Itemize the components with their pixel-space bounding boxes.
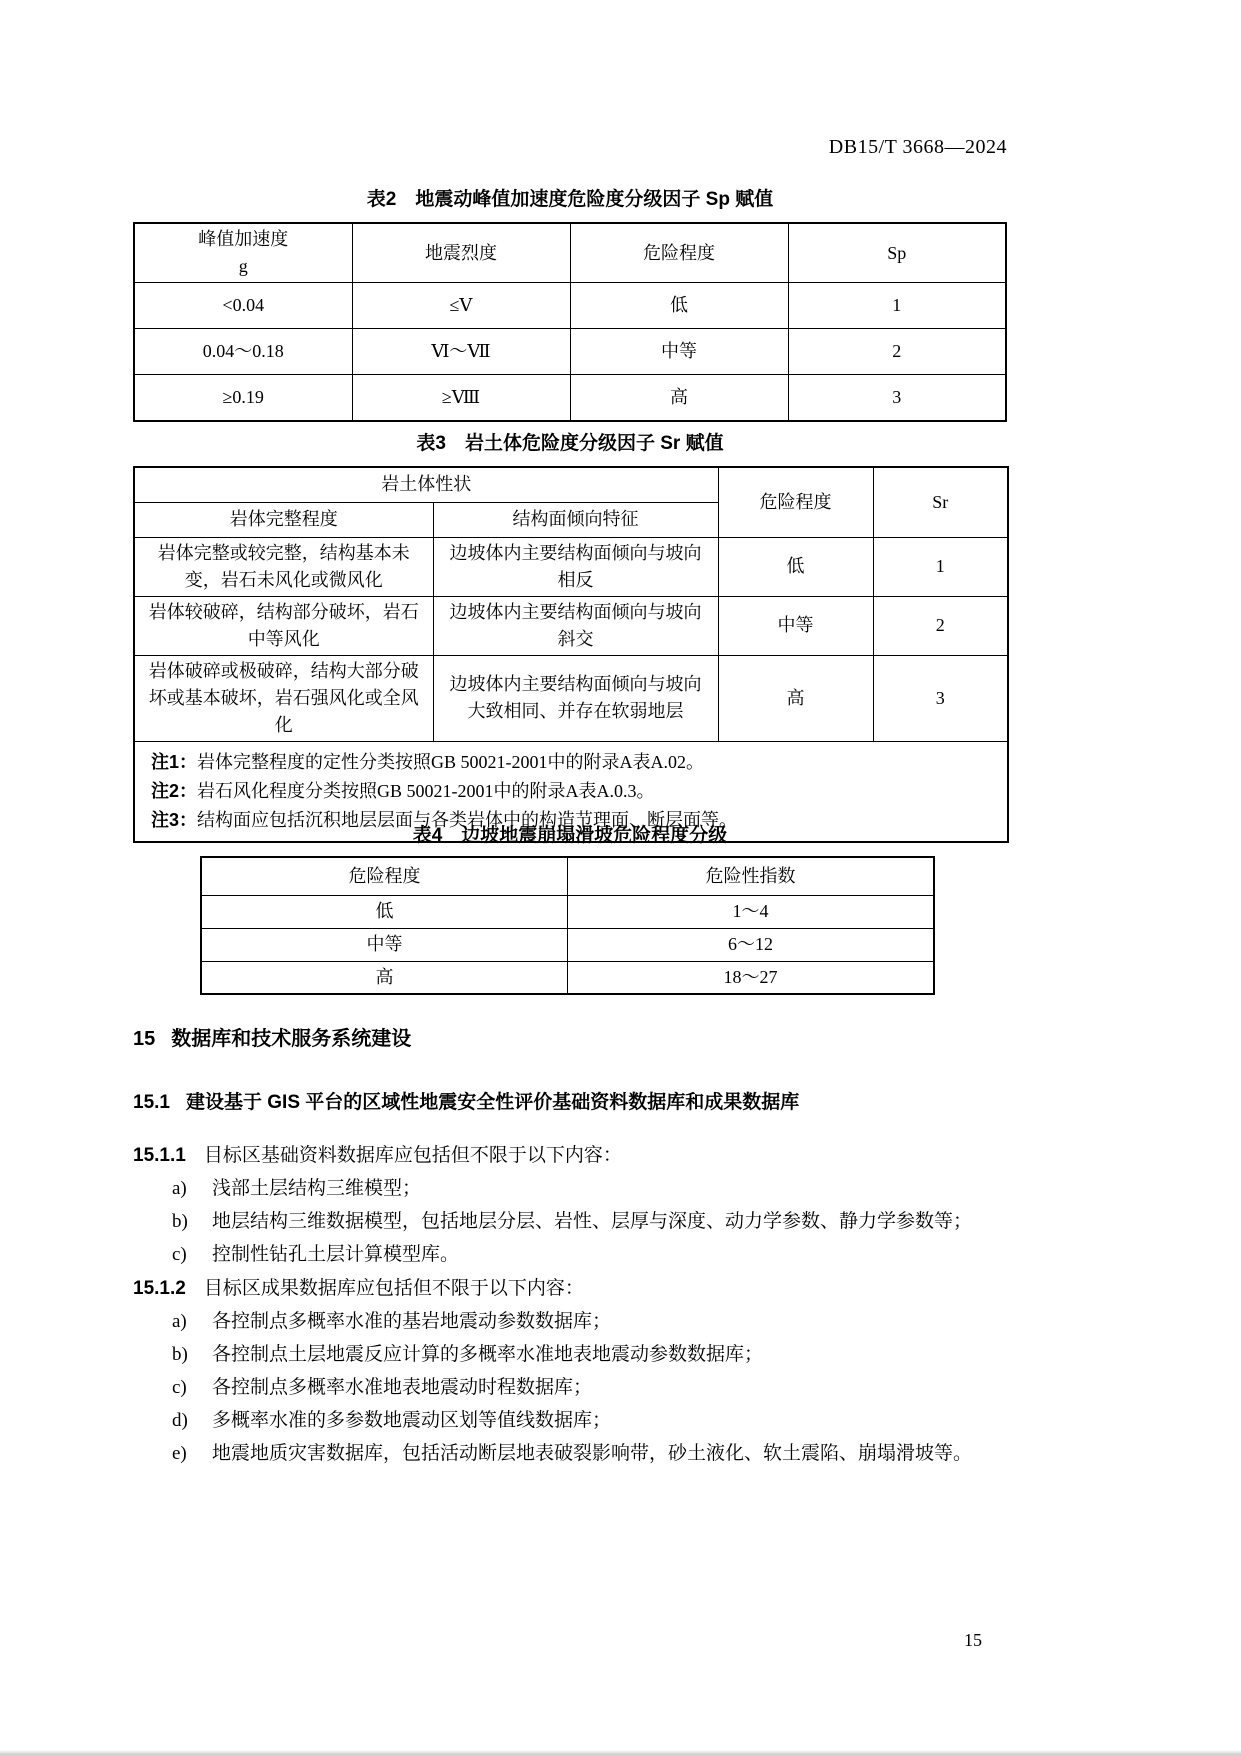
section-15-1-heading (133, 1087, 1007, 1114)
list-item-label: a) (172, 1178, 187, 1199)
table-cell: 1～4 (568, 895, 935, 928)
clause-15-1-1 (133, 1140, 1007, 1172)
table-cell: 中等 (718, 596, 873, 655)
table3-header-danger: 危险程度 (718, 467, 873, 537)
table-row (134, 375, 1006, 421)
table-cell: 1 (788, 283, 1006, 329)
note-text: 结构面应包括沉积地层层面与各类岩体中的构造节理面、断层面等。 (197, 809, 738, 830)
table3-header-sr: Sr (873, 467, 1008, 537)
table3-note-2 (151, 777, 991, 806)
list-item-label: c) (172, 1244, 187, 1265)
table-cell: 高 (718, 655, 873, 741)
table4 (200, 856, 935, 995)
list-item-label: d) (172, 1410, 188, 1431)
table-cell: <0.04 (134, 283, 352, 329)
page-edge-shadow (0, 1750, 1241, 1755)
table-cell: 3 (788, 375, 1006, 421)
list-item (133, 1371, 1007, 1404)
note-label: 注1： (151, 751, 198, 772)
table-row (134, 329, 1006, 375)
list-item (133, 1305, 1007, 1338)
table3-header-rockmass: 岩土体性状 (134, 467, 718, 502)
table-row (134, 596, 1008, 655)
section-number: 15 (133, 1028, 156, 1050)
table3-note-1 (151, 748, 991, 777)
section-title: 建设基于 GIS 平台的区域性地震安全性评价基础资料数据库和成果数据库 (185, 1092, 800, 1113)
table-cell: 3 (873, 655, 1008, 741)
table2-header-sp: Sp (788, 223, 1006, 283)
table-cell: 2 (873, 596, 1008, 655)
table-cell: ≤Ⅴ (352, 283, 570, 329)
note-label: 注3： (151, 809, 198, 830)
table-cell: 岩体完整或较完整，结构基本未变，岩石未风化或微风化 (134, 537, 433, 596)
list-item-label: b) (172, 1211, 188, 1232)
list-item (133, 1172, 1007, 1205)
list-item (133, 1205, 1007, 1238)
table2-header-row (134, 223, 1006, 283)
list-item-text: 多概率水准的多参数地震动区划等值线数据库； (212, 1410, 612, 1431)
table3-caption: 表3 岩土体危险度分级因子 Sr 赋值 (416, 433, 724, 454)
table-cell: 边坡体内主要结构面倾向与坡向相反 (433, 537, 718, 596)
clause-text: 目标区基础资料数据库应包括但不限于以下内容： (203, 1145, 622, 1166)
table-cell: 边坡体内主要结构面倾向与坡向斜交 (433, 596, 718, 655)
table-cell: 0.04～0.18 (134, 329, 352, 375)
list-item-label: c) (172, 1377, 187, 1398)
table-row (201, 928, 934, 961)
table-row (201, 895, 934, 928)
table2-header-peak-line1: 峰值加速度 (198, 229, 289, 249)
table-cell: 低 (570, 283, 788, 329)
table-cell: 18～27 (568, 961, 935, 994)
list-item-text: 控制性钻孔土层计算模型库。 (212, 1244, 460, 1265)
note-text: 岩石风化程度分类按照GB 50021-2001中的附录A表A.0.3。 (197, 780, 655, 801)
table-cell: 6～12 (568, 928, 935, 961)
list-item-label: a) (172, 1311, 187, 1332)
table2-header-danger: 危险程度 (570, 223, 788, 283)
clause-number: 15.1.2 (133, 1278, 186, 1299)
section-15-heading (133, 1022, 1007, 1051)
doc-number: DB15/T 3668—2024 (828, 136, 1007, 158)
list-item-text: 各控制点土层地震反应计算的多概率水准地表地震动参数数据库； (212, 1344, 764, 1365)
table-row (201, 961, 934, 994)
list-item-label: e) (172, 1443, 187, 1464)
table-cell: 中等 (570, 329, 788, 375)
section-15 (133, 1022, 1007, 1470)
table4-header-danger: 危险程度 (201, 857, 568, 895)
clause-number: 15.1.1 (133, 1145, 186, 1166)
table-row (134, 537, 1008, 596)
table-cell: 低 (718, 537, 873, 596)
table-cell: 中等 (201, 928, 568, 961)
section-title: 数据库和技术服务系统建设 (171, 1028, 412, 1050)
table3-header-orientation: 结构面倾向特征 (433, 502, 718, 537)
table4-header-row (201, 857, 934, 895)
list-item-label: b) (172, 1344, 188, 1365)
list-item (133, 1437, 1007, 1470)
table-cell: ≥Ⅷ (352, 375, 570, 421)
table3-header-row-1 (134, 467, 1008, 502)
list-item-text: 地震地质灾害数据库，包括活动断层地表破裂影响带，砂土液化、软土震陷、崩塌滑坡等。 (212, 1443, 973, 1464)
table2-header-peak-acceleration (134, 223, 352, 283)
section-number: 15.1 (133, 1092, 170, 1113)
table-row (134, 283, 1006, 329)
list-item-text: 各控制点多概率水准的基岩地震动参数数据库； (212, 1311, 612, 1332)
table3 (133, 466, 1009, 843)
table2 (133, 222, 1007, 422)
table-cell: 高 (201, 961, 568, 994)
note-label: 注2： (151, 780, 198, 801)
table-row (134, 655, 1008, 741)
table-cell: 岩体破碎或极破碎，结构大部分破坏或基本破坏，岩石强风化或全风化 (134, 655, 433, 741)
table4-caption: 表4 边坡地震崩塌滑坡危险程度分级 (412, 825, 728, 846)
clause-text: 目标区成果数据库应包括但不限于以下内容： (203, 1278, 584, 1299)
list-item-text: 各控制点多概率水准地表地震动时程数据库； (212, 1377, 593, 1398)
table-cell: 岩体较破碎，结构部分破坏，岩石中等风化 (134, 596, 433, 655)
table3-header-integrity: 岩体完整程度 (134, 502, 433, 537)
table-cell: 2 (788, 329, 1006, 375)
list-item (133, 1404, 1007, 1437)
list-item-text: 浅部土层结构三维模型； (212, 1178, 422, 1199)
table-cell: 低 (201, 895, 568, 928)
table-cell: 1 (873, 537, 1008, 596)
table-cell: 高 (570, 375, 788, 421)
table-cell: ≥0.19 (134, 375, 352, 421)
note-text: 岩体完整程度的定性分类按照GB 50021-2001中的附录A表A.02。 (197, 751, 705, 772)
table2-header-intensity: 地震烈度 (352, 223, 570, 283)
list-item (133, 1238, 1007, 1271)
clause-15-1-2 (133, 1273, 1007, 1305)
list-item-text: 地层结构三维数据模型，包括地层分层、岩性、层厚与深度、动力学参数、静力学参数等； (212, 1211, 973, 1232)
table-cell: Ⅵ～Ⅶ (352, 329, 570, 375)
table4-header-index: 危险性指数 (568, 857, 935, 895)
table2-caption: 表2 地震动峰值加速度危险度分级因子 Sp 赋值 (366, 189, 774, 210)
table2-header-peak-line2: g (238, 256, 248, 276)
table-cell: 边坡体内主要结构面倾向与坡向大致相同、并存在软弱地层 (433, 655, 718, 741)
page-number: 15 (964, 1630, 982, 1650)
list-item (133, 1338, 1007, 1371)
